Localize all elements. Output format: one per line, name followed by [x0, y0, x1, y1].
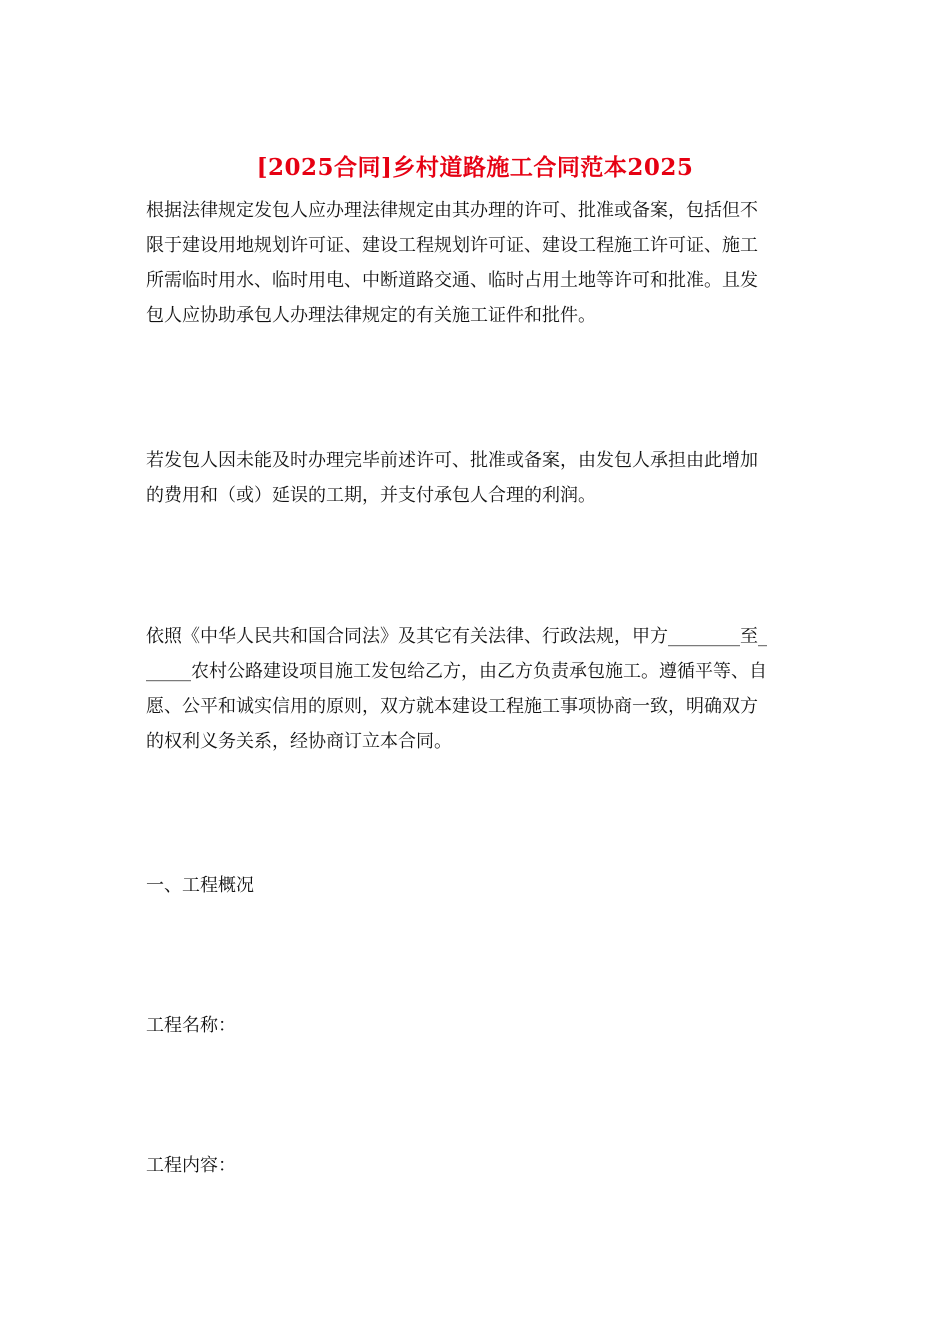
paragraph-contract-basis	[146, 619, 804, 759]
paragraph-line: 所需临时用水、临时用电、中断道路交通、临时占用土地等许可和批准。且发	[146, 270, 758, 291]
document-title: [2025合同]乡村道路施工合同范本2025	[256, 154, 694, 181]
paragraph-line: 限于建设用地规划许可证、建设工程规划许可证、建设工程施工许可证、施工	[146, 235, 758, 256]
paragraph-line: 依照《中华人民共和国合同法》及其它有关法律、行政法规，甲方________至_	[146, 626, 767, 647]
paragraph-line: 包人应协助承包人办理法律规定的有关施工证件和批件。	[146, 305, 596, 326]
paragraph-permits	[146, 193, 804, 333]
paragraph-line: 若发包人因未能及时办理完毕前述许可、批准或备案，由发包人承担由此增加	[146, 450, 758, 471]
field-label-project-content: 工程内容：	[146, 1155, 236, 1176]
field-label-project-name: 工程名称：	[146, 1015, 236, 1036]
paragraph-line: 愿、公平和诚实信用的原则，双方就本建设工程施工事项协商一致，明确双方	[146, 696, 758, 717]
paragraph-line: 根据法律规定发包人应办理法律规定由其办理的许可、批准或备案，包括但不	[146, 200, 758, 221]
paragraph-delay-costs	[146, 443, 804, 513]
section-heading-project-overview: 一、工程概况	[146, 875, 254, 896]
paragraph-line: 的权利义务关系，经协商订立本合同。	[146, 731, 452, 752]
paragraph-line: 的费用和（或）延误的工期，并支付承包人合理的利润。	[146, 485, 596, 506]
paragraph-line: _____农村公路建设项目施工发包给乙方，由乙方负责承包施工。遵循平等、自	[146, 661, 767, 682]
